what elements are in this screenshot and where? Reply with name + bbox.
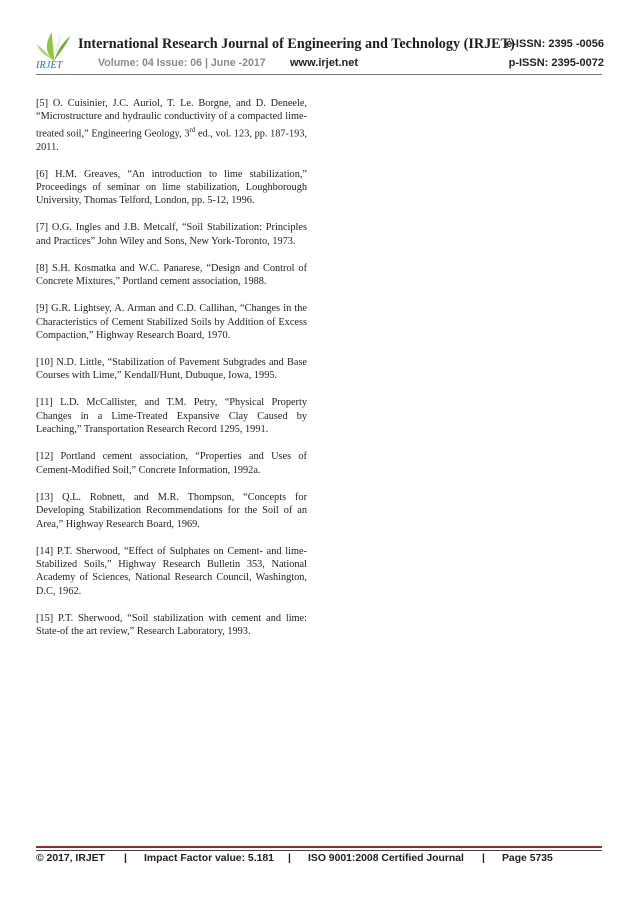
reference-list (36, 97, 307, 652)
page-number: Page 5735 (502, 853, 553, 864)
volume-info: Volume: 04 Issue: 06 | June -2017 (98, 57, 266, 69)
footer-separator: | (124, 853, 127, 864)
copyright: © 2017, IRJET (36, 853, 105, 864)
page-header (36, 28, 604, 76)
website-link[interactable]: www.irjet.net (290, 57, 359, 69)
reference-item: [7] O.G. Ingles and J.B. Metcalf, “Soil Stabilization: Principles and Practices” John Wiley and Sons, New York-Toronto, 1973. (36, 222, 307, 247)
reference-item: [14] P.T. Sherwood, “Effect of Sulphates on Cement- and lime-Stabilized Soils,” Highway Research Bulletin 353, National Academy of Sciences, National Research Council, Washington, D.C, 1962. (36, 545, 307, 597)
footer-divider-thin (36, 850, 602, 851)
logo-text: IRJET (36, 60, 63, 71)
journal-title: International Research Journal of Engineering and Technology (IRJET) (78, 36, 515, 52)
leaf-icon (36, 30, 72, 62)
reference-item: [9] G.R. Lightsey, A. Arman and C.D. Callihan, “Changes in the Characteristics of Cement Stabilized Soils by Addition of Excess Compaction,” Highway Research Board, 1970. (36, 303, 307, 342)
footer-separator: | (288, 853, 291, 864)
reference-item: [15] P.T. Sherwood, “Soil stabilization with cement and lime: State-of the art review,” Research Laboratory, 1993. (36, 612, 307, 638)
eissn: e-ISSN: 2395 -0056 (506, 38, 604, 50)
irjet-logo (36, 30, 72, 74)
page-footer (36, 853, 602, 869)
reference-item: [5] O. Cuisinier, J.C. Auriol, T. Le. Borgne, and D. Deneele, “Microstructure and hydraulic conductivity of a compacted lime-treated soil,” Engineering Geology, 3rd ed., vol. 123, pp. 187-193, 2011. (36, 98, 307, 153)
reference-item: [8] S.H. Kosmatka and W.C. Panarese, “Design and Control of Concrete Mixtures,” Portland cement association, 1988. (36, 262, 307, 288)
reference-item: [13] Q.L. Robnett, and M.R. Thompson, “Concepts for Developing Stabilization Recommendations for the Soil of an Area,” Highway Research Board, 1969. (36, 491, 307, 530)
impact-factor: Impact Factor value: 5.181 (144, 853, 274, 864)
header-divider (36, 74, 602, 75)
footer-separator: | (482, 853, 485, 864)
reference-item: [10] N.D. Little, “Stabilization of Pavement Subgrades and Base Courses with Lime,” Kendall/Hunt, Dubuque, Iowa, 1995. (36, 357, 307, 382)
reference-item: [12] Portland cement association, “Properties and Uses of Cement-Modified Soil,” Concrete Information, 1992a. (36, 451, 307, 476)
pissn: p-ISSN: 2395-0072 (508, 57, 604, 69)
reference-item: [11] L.D. McCallister, and T.M. Petry, “Physical Property Changes in a Lime-Treated Expansive Clay Caused by Leaching,” Transportation Research Record 1295, 1991. (36, 397, 307, 436)
reference-item: [6] H.M. Greaves, “An introduction to lime stabilization,” Proceedings of seminar on lime stabilization, Loughborough University, Thomas Telford, London, pp. 5-12, 1996. (36, 168, 307, 207)
footer-divider-thick (36, 846, 602, 848)
iso-certification: ISO 9001:2008 Certified Journal (308, 853, 464, 864)
